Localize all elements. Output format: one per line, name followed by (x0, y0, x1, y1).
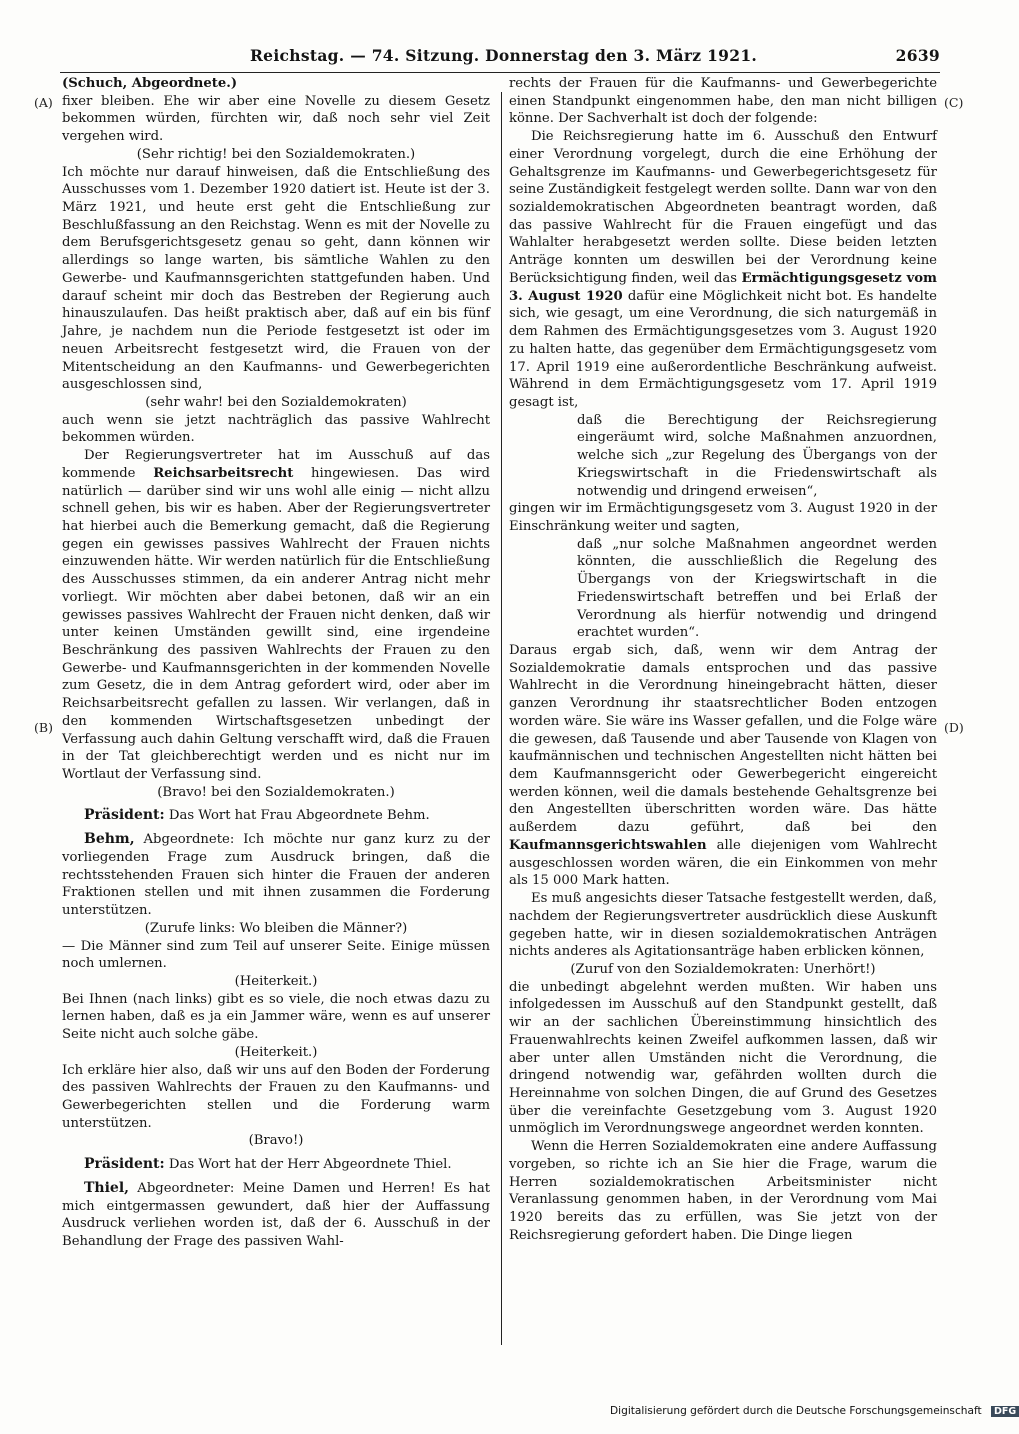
header-rule (60, 72, 940, 73)
paragraph: Präsident: Das Wort hat der Herr Abgeordnete Thiel. (84, 1156, 452, 1173)
paragraph: Die Reichsregierung hatte im 6. Ausschuß den Entwurf einer Verordnung vorgelegt, durch die eine Erhöhung der Gehaltsgrenze im Kaufmanns- und Gewerbegerichtsgesetz für seine Zuständigkeit festgelegt werden sollte. Dann war von den sozialdemokratischen Abgeordneten beantragt worden, daß das passive Wahlrecht für die Frauen eingefügt und das Wahlalter herabgesetzt werden sollte. Diese beiden letzten Anträge konnten um deswillen bei der Verordnung keine Berücksichtigung finden, weil das Ermächtigungsgesetz vom 3. August 1920 dafür eine Möglichkeit nicht bot. Es handelte sich, wie gesagt, um eine Verordnung, die sich naturgemäß in dem Rahmen des Ermächtigungsgesetzes vom 3. August 1920 zu halten hatte, das gegenüber dem Ermächtigungsgesetz vom 17. April 1919 eine außerordentliche Beschränkung aufweist. Während in dem Ermächtigungsgesetz vom 17. April 1919 gesagt ist, (509, 129, 937, 410)
page-header (60, 44, 940, 72)
paragraph: Ich erkläre hier also, daß wir uns auf den Boden der Forderung des passiven Wahlrechts der Frauen zu den Kaufmanns- und Gewerbegerichten stellen und die Forderung warm unterstützen. (62, 1062, 490, 1131)
page-number: 2639 (895, 46, 940, 65)
speaker-continuation: (Schuch, Abgeordnete.) (62, 76, 238, 91)
speaker-name: Behm, (84, 831, 135, 848)
speaker-name: Thiel, (84, 1179, 130, 1196)
emphasis: Kaufmannsgerichtswahlen (509, 837, 707, 853)
dfg-logo: DFG (991, 1406, 1019, 1417)
paragraph: Ich möchte nur darauf hinweisen, daß die Entschließung des Ausschusses vom 1. Dezember 1920 datiert ist. Heute ist der 3. März 1921, und heute erst geht die Entschließung zur Beschlußfassung an den Reichstag. Wenn es mit der Novelle zu dem Berufsgerichtsgesetz genau so geht, dann können wir allerdings so lange warten, bis sämtliche Wahlen zu den Gewerbe- und Kaufmannsgerichten stattgefunden haben. Und darauf scheint mir doch das Bestreben der Regierung auch hinauszulaufen. Das heißt praktisch aber, daß auf ein bis fünf Jahre, je nachdem nun die Periode festgesetzt ist oder im neuen Arbeitsrecht festgesetzt wird, die Frauen von der Mitentscheidung an den Kaufmanns- und Gewerbegerichten ausgeschlossen sind, (62, 164, 490, 393)
quotation: daß „nur solche Maßnahmen angeordnet werden könnten, die ausschließlich die Regelung des Übergangs von der Kriegswirtschaft in die Friedenswirtschaft betreffen und bei Erlaß der Verordnung als hierfür notwendig und dringend erachtet wurden“. (577, 536, 937, 641)
paragraph: Bei Ihnen (nach links) gibt es so viele, die noch etwas dazu zu lernen haben, daß es ja ein Jammer wäre, wenn es auf unserer Seite nicht auch solche gäbe. (62, 991, 490, 1043)
credit-text: Digitalisierung gefördert durch die Deutsche Forschungsgemeinschaft (610, 1405, 982, 1417)
interjection: (Bravo! bei den Sozialdemokraten.) (157, 784, 395, 800)
paragraph: rechts der Frauen für die Kaufmanns- und Gewerbegerichte einen Standpunkt eingenommen habe, den man nicht billigen könne. Der Sachverhalt ist doch der folgende: (509, 76, 937, 127)
interjection: (Heiterkeit.) (234, 1044, 318, 1060)
paragraph: die unbedingt abgelehnt werden mußten. Wir haben uns infolgedessen im Ausschuß auf den Standpunkt gestellt, daß wir an der sachlichen Übereinstimmung hinsichtlich des Frauenwahlrechts keinen Zweifel aufkommen lassen, daß wir aber unter allen Umständen nicht die Verordnung, die dringend notwendig war, gefährden wollten durch die Hereinnahme von solchen Dingen, die auf Grund des Gesetzes über die vereinfachte Gesetzgebung vom 3. August 1920 unmöglich im Verordnungswege angeordnet werden konnten. (509, 979, 937, 1137)
emphasis: Ermächtigungsgesetz vom 3. August 1920 (509, 270, 937, 304)
quotation: daß die Berechtigung der Reichsregierung eingeräumt wird, solche Maßnahmen anzuordnen, welche sich „zur Regelung des Übergangs von der Kriegswirtschaft in die Friedenswirtschaft als notwendig und dringend erweisen“, (577, 412, 937, 499)
paragraph: Es muß angesichts dieser Tatsache festgestellt werden, daß, nachdem der Regierungsvertreter ausdrücklich diese Auskunft gegeben hatte, wir in diesen sozialdemokratischen Anträgen nichts anderes als Agitationsanträge haben erblicken können, (509, 891, 937, 960)
interjection: (Bravo!) (248, 1133, 304, 1149)
interjection: (Zuruf von den Sozialdemokraten: Unerhört!) (570, 961, 876, 977)
right-column (509, 75, 937, 1343)
paragraph: Thiel, Abgeordneter: Meine Damen und Herren! Es hat mich eintgermassen gewundert, daß hier der Auffassung Ausdruck verliehen worden ist, daß der 6. Ausschuß in der Behandlung der Frage des passiven Wahl- (62, 1179, 490, 1249)
speaker-name: Präsident: (84, 807, 165, 824)
margin-mark-b: (B) (34, 720, 53, 735)
emphasis: Reichsarbeitsrecht (153, 465, 294, 481)
left-column (62, 75, 490, 1343)
margin-mark-d: (D) (944, 720, 964, 735)
margin-mark-c: (C) (944, 95, 964, 110)
interjection: (Sehr richtig! bei den Sozialdemokraten.) (136, 146, 416, 162)
paragraph: gingen wir im Ermächtigungsgesetz vom 3. August 1920 in der Einschränkung weiter und sagten, (509, 501, 937, 534)
interjection: (sehr wahr! bei den Sozialdemokraten) (145, 394, 407, 410)
paragraph: fixer bleiben. Ehe wir aber eine Novelle zu diesem Gesetz bekommen würden, fürchten wir, daß noch sehr viel Zeit vergehen wird. (62, 93, 490, 145)
column-divider (501, 92, 502, 1345)
running-title: Reichstag. — 74. Sitzung. Donnerstag den 3. März 1921. (250, 46, 758, 65)
paragraph: Daraus ergab sich, daß, wenn wir dem Antrag der Sozialdemokratie damals entsprochen und das passive Wahlrecht in die Verordnung hineingebracht hätten, dieser ganzen Verordnung ihr staatsrechtlicher Boden entzogen worden wäre. Sie wäre ins Wasser gefallen, und die Folge wäre die gewesen, daß Tausende und aber Tausende von Klagen von kaufmännischen und technischen Angestellten nicht hätten bei dem Kaufmannsgericht oder Gewerbegericht eingereicht werden können, weil die damals bestehende Gehaltsgrenze bei den Angestellten überschritten worden wäre. Das hätte außerdem dazu geführt, daß bei den Kaufmannsgerichtswahlen alle diejenigen vom Wahlrecht ausgeschlossen worden wären, die ein Einkommen von mehr als 15 000 Mark hatten. (509, 643, 937, 889)
paragraph: — Die Männer sind zum Teil auf unserer Seite. Einige müssen noch umlernen. (62, 938, 490, 972)
paragraph: Behm, Abgeordnete: Ich möchte nur ganz kurz zu der vorliegenden Frage zum Ausdruck bringen, daß die rechtsstehenden Frauen sich hinter die Frauen der anderen Fraktionen stellen und mit ihnen zusammen die Forderung unterstützen. (62, 831, 490, 919)
speaker-name: Präsident: (84, 1156, 165, 1173)
margin-mark-a: (A) (34, 95, 53, 110)
paragraph: Der Regierungsvertreter hat im Ausschuß auf das kommende Reichsarbeitsrecht hingewiesen. Das wird natürlich — darüber sind wir uns wohl alle einig — nicht allzu schnell gehen, bis wir es haben. Aber der Regierungsvertreter hat hierbei auch die Bemerkung gemacht, daß die Regierung gegen ein gewisses passives Wahlrecht der Frauen nichts einzuwenden hätte. Wir werden natürlich für die Entschließung des Ausschusses stimmen, da ein anderer Antrag nicht mehr vorliegt. Wir möchten aber dabei betonen, daß wir an ein gewisses passives Wahlrecht der Frauen nicht denken, daß wir unter keinen Umständen gewillt sind, eine irgendeine Beschränkung des passiven Wahlrechts der Frauen zu den Gewerbe- und Kaufmannsgerichten in der kommenden Novelle zum Gesetz, die in dem Antrag gefordert wird, oder aber im Reichsarbeitsrecht gefallen zu lassen. Wir verlangen, daß in den kommenden Wirtschaftsgesetzen unbedingt der Verfassung auch dahin Geltung verschafft wird, daß die Frauen in der Tat gleichberechtigt werden und es nicht nur im Wortlaut der Verfassung sind. (62, 448, 491, 783)
interjection: (Zurufe links: Wo bleiben die Männer?) (144, 920, 408, 936)
paragraph: Präsident: Das Wort hat Frau Abgeordnete Behm. (84, 807, 430, 824)
paragraph: auch wenn sie jetzt nachträglich das passive Wahlrecht bekommen würden. (62, 412, 490, 446)
digitization-credit (610, 1405, 1017, 1417)
paragraph: Wenn die Herren Sozialdemokraten eine andere Auffassung vorgeben, so richte ich an Sie hier die Frage, warum die Herren sozialdemokratischen Arbeitsminister nicht Veranlassung genommen haben, in der Verordnung vom Mai 1920 bereits das zu erfüllen, was Sie jetzt von der Reichsregierung gefordert haben. Die Dinge liegen (509, 1139, 937, 1243)
interjection: (Heiterkeit.) (234, 973, 318, 989)
